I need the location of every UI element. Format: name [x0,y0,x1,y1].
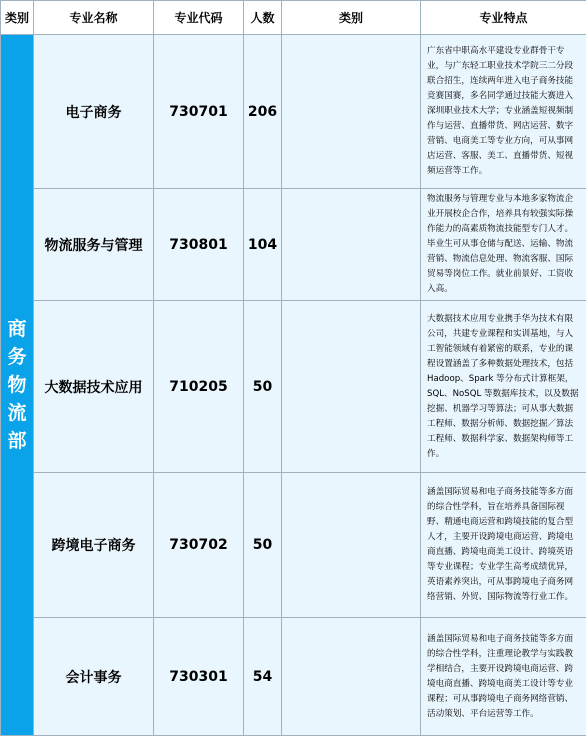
header-category: 类别 [282,1,421,35]
table-row [1,35,586,189]
major-features: 物流服务与管理专业与本地多家物流企业开展校企合作，培养具有较强实际操作能力的高素质物流技能型专门人才。毕业生可从事仓储与配送、运输、物流营销、物流信息处理、物流客服、国际贸易等岗位工作。就业前景好、工资收入高。 [421,189,586,301]
category-cell [282,473,421,618]
major-code: 730701 [154,35,244,189]
header-count: 人数 [244,1,282,35]
enrollment-count: 50 [244,301,282,473]
major-name: 会计事务 [34,618,154,736]
table-row [1,618,586,736]
enrollment-count: 206 [244,35,282,189]
header-major-name: 专业名称 [34,1,154,35]
major-name: 物流服务与管理 [34,189,154,301]
category-cell [282,189,421,301]
major-code: 730301 [154,618,244,736]
major-name: 电子商务 [34,35,154,189]
major-code: 730702 [154,473,244,618]
table-header-row [1,1,586,35]
category-cell [282,35,421,189]
major-features: 涵盖国际贸易和电子商务技能等多方面的综合性学科，注重理论教学与实践教学相结合，主要开设跨境电商运营、跨境电商直播、跨境电商美工设计等专业课程；可从事跨境电子商务网络营销、活动策划、平台运营等工作。 [421,618,586,736]
table-row [1,473,586,618]
major-features: 广东省中职高水平建设专业群骨干专业，与广东轻工职业技术学院三二分段联合招生，连续两年进入电子商务技能竞赛国赛，多名同学通过技能大赛进入深圳职业技术大学；专业涵盖短视频制作与运营、直播带货、网店运营、数字营销、电商美工等专业方向，可从事网店运营、客服、美工、直播带货、短视频运营等工作。 [421,35,586,189]
header-features: 专业特点 [421,1,586,35]
table-row [1,189,586,301]
table-row [1,301,586,473]
major-features: 涵盖国际贸易和电子商务技能等多方面的综合性学科，旨在培养具备国际视野、精通电商运营和跨境技能的复合型人才，主要开设跨境电商运营、跨境电商直播、跨境电商美工设计、跨境英语等专业课程；专业学生高考成绩优异，英语素养突出，可从事跨境电子商务网络营销、外贸、国际物流等行业工作。 [421,473,586,618]
major-name: 跨境电子商务 [34,473,154,618]
enrollment-count: 50 [244,473,282,618]
major-code: 710205 [154,301,244,473]
major-name: 大数据技术应用 [34,301,154,473]
major-code: 730801 [154,189,244,301]
enrollment-count: 104 [244,189,282,301]
header-major-code: 专业代码 [154,1,244,35]
major-features: 大数据技术应用专业携手华为技术有限公司，共建专业课程和实训基地，与人工智能领域有着紧密的联系，专业的课程设置涵盖了多种数据处理技术，包括 Hadoop、Spark 等分布式计算框架，SQL、NoSQL 等数据库技术，以及数据挖掘、机器学习等算法；可从事大数据工程师、数据分析师、数据挖掘／算法工程师、数据科学家、数据架构师等工作。 [421,301,586,473]
category-cell [282,301,421,473]
enrollment-count: 54 [244,618,282,736]
department-label: 商务物流部 [7,315,27,455]
header-dept: 类别 [1,1,34,35]
department-cell [1,35,34,736]
category-cell [282,618,421,736]
